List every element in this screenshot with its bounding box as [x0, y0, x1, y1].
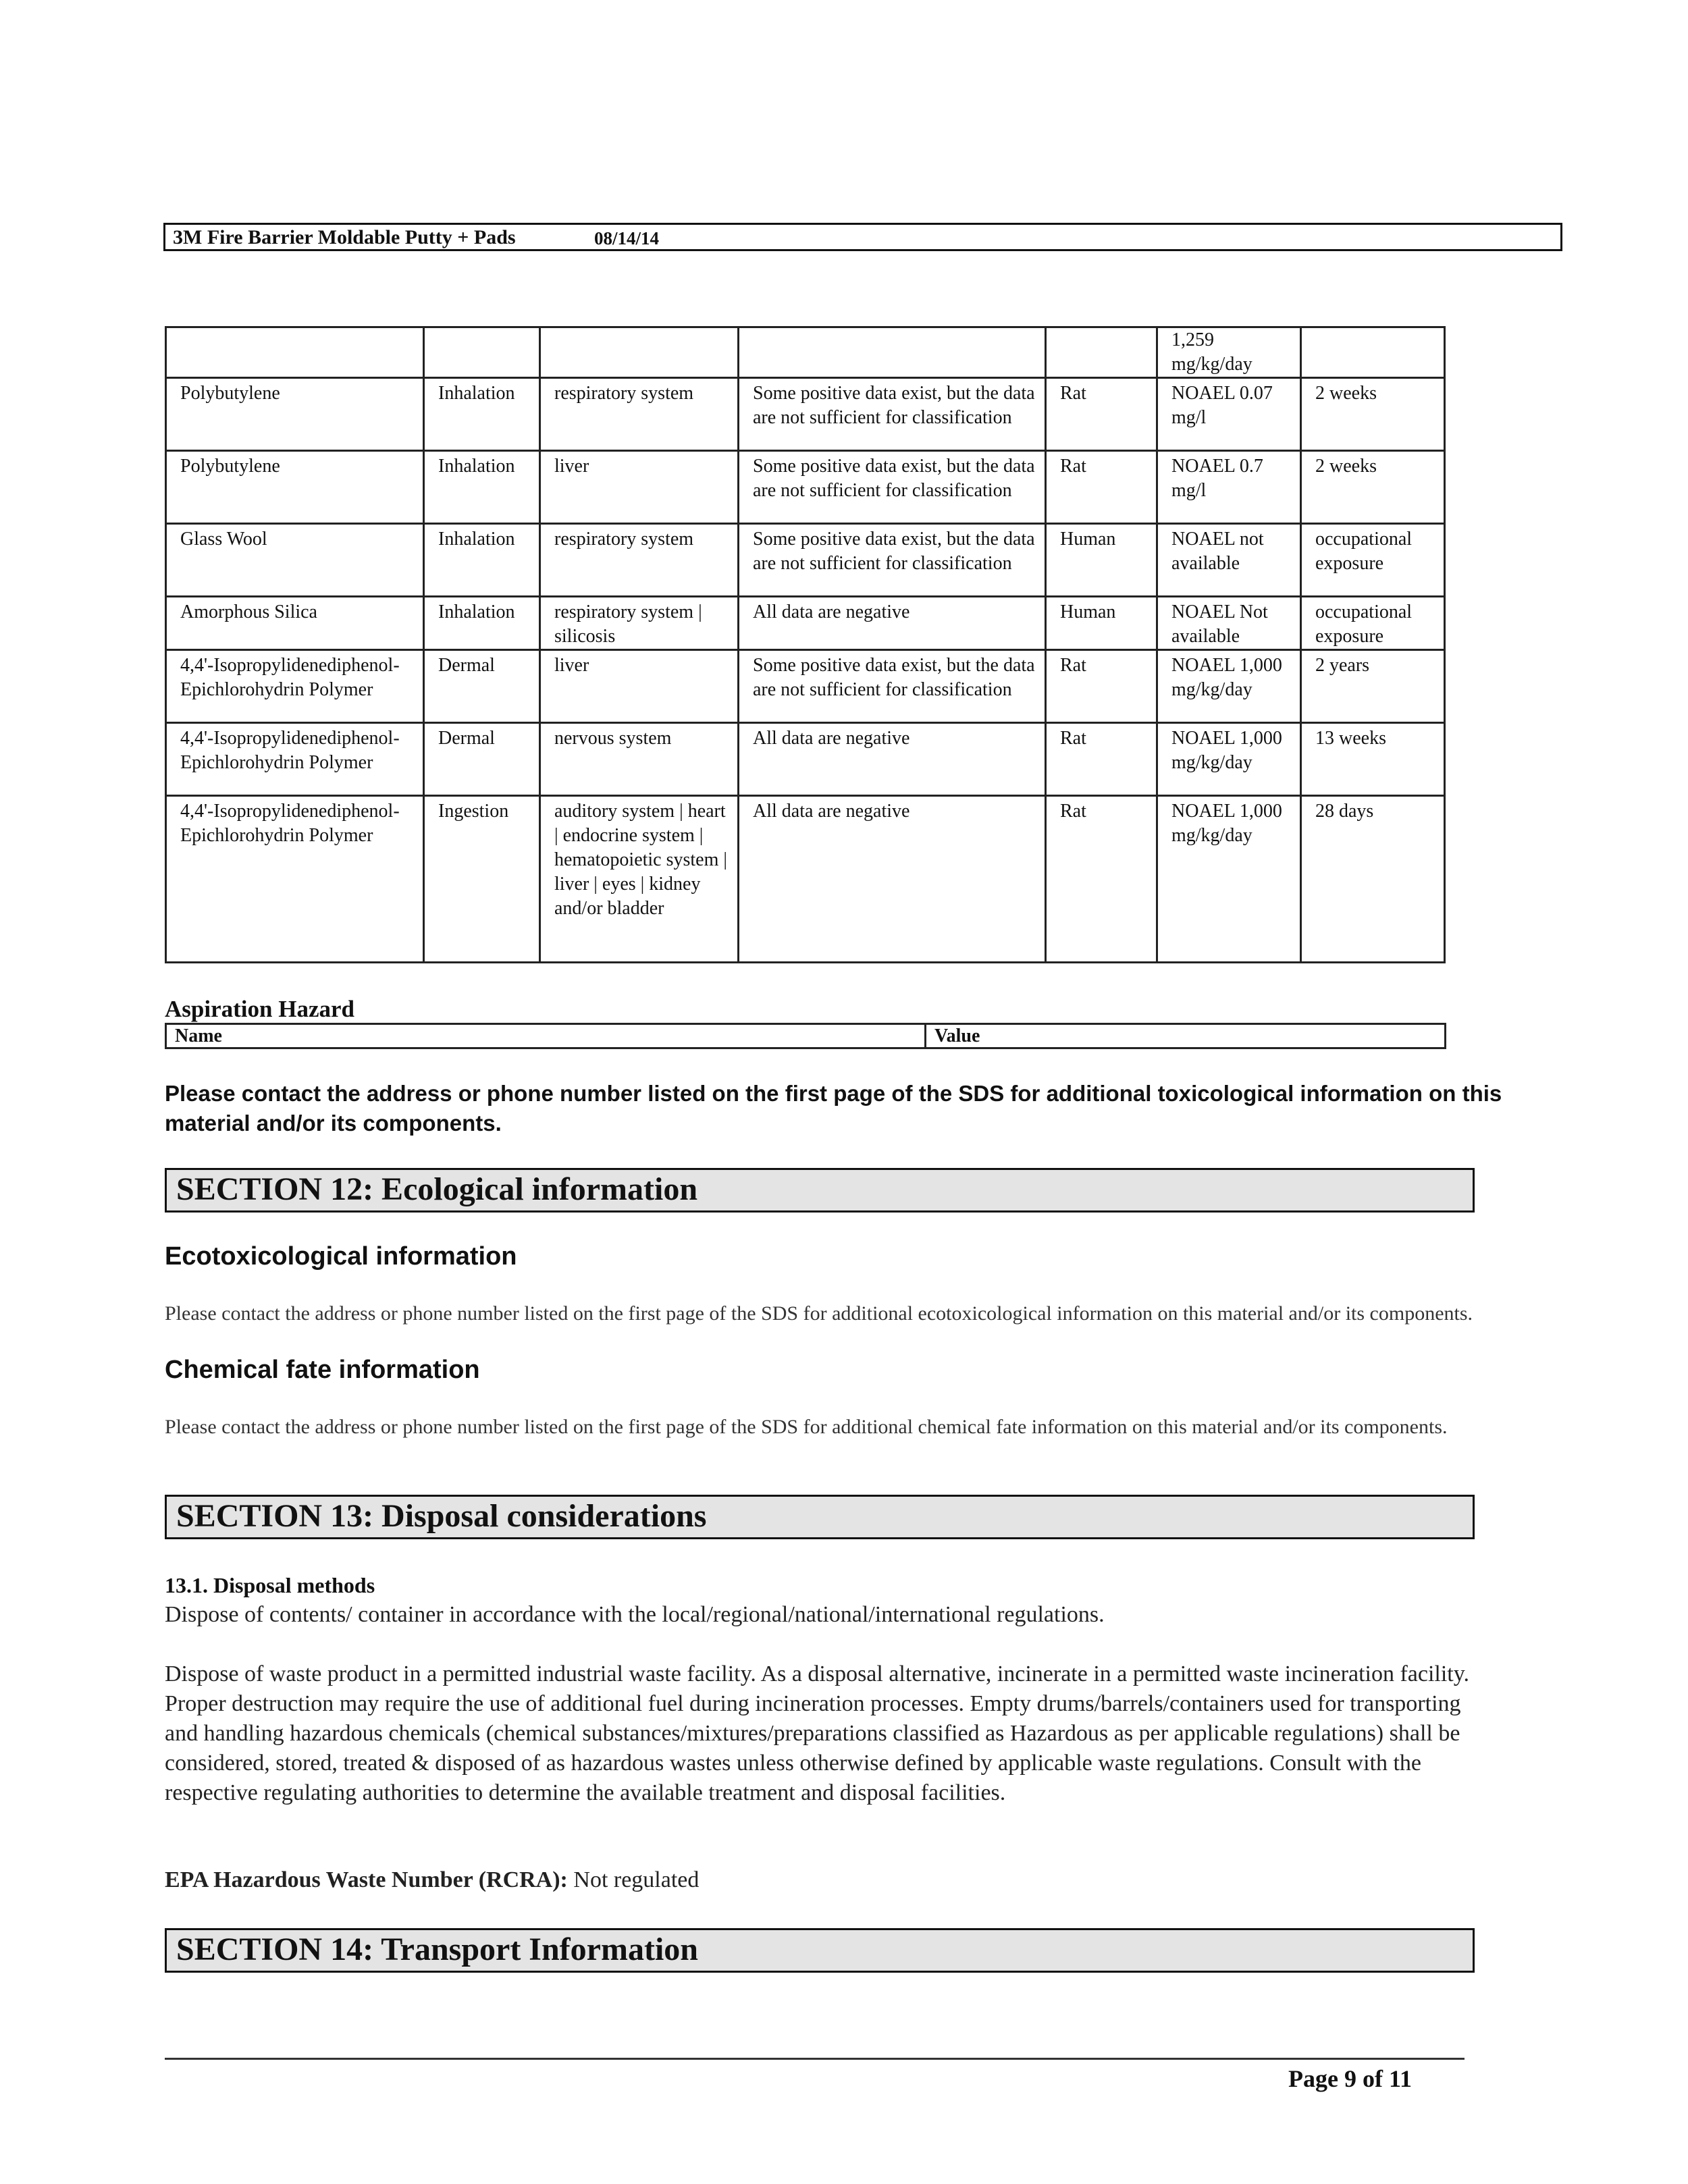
table-cell-duration: 28 days — [1301, 796, 1445, 963]
table-cell-result: NOAEL 0.7 mg/l — [1157, 451, 1301, 524]
table-cell-substance: Polybutylene — [166, 378, 424, 451]
table-row — [166, 597, 1445, 650]
table-row — [166, 723, 1445, 796]
table-row — [166, 451, 1445, 524]
table-cell-substance: Polybutylene — [166, 451, 424, 524]
table-cell-value: Some positive data exist, but the data are not sufficient for classification — [739, 378, 1046, 451]
table-cell-organ: respiratory system | silicosis — [540, 597, 739, 650]
epa-waste-number — [165, 1867, 699, 1893]
table-cell-value: Some positive data exist, but the data are not sufficient for classification — [739, 524, 1046, 597]
document-date: 08/14/14 — [594, 228, 660, 248]
table-cell-result: NOAEL 1,000 mg/kg/day — [1157, 650, 1301, 723]
table-row — [166, 524, 1445, 597]
table-cell-substance: 4,4'-Isopropylidenediphenol-Epichlorohydrin Polymer — [166, 723, 424, 796]
table-cell-route: Inhalation — [424, 451, 540, 524]
table-cell-value: All data are negative — [739, 723, 1046, 796]
table-cell-duration: occupational exposure — [1301, 524, 1445, 597]
table-row — [166, 327, 1445, 378]
table-cell-route: Inhalation — [424, 524, 540, 597]
table-cell-species: Rat — [1046, 378, 1157, 451]
toxicity-table — [165, 326, 1446, 963]
table-cell-route: Inhalation — [424, 597, 540, 650]
table-cell-species: Human — [1046, 524, 1157, 597]
ecotox-heading: Ecotoxicological information — [165, 1242, 517, 1271]
section-14-header: SECTION 14: Transport Information — [165, 1928, 1475, 1973]
table-row — [166, 796, 1445, 963]
column-header-name: Name — [166, 1024, 926, 1048]
table-cell-result: NOAEL 1,000 mg/kg/day — [1157, 796, 1301, 963]
table-cell-result: NOAEL 0.07 mg/l — [1157, 378, 1301, 451]
chemical-fate-text: Please contact the address or phone number listed on the first page of the SDS for additional chemical fate information on this material and/or its components. — [165, 1416, 1448, 1438]
disposal-methods-text: Dispose of contents/ container in accordance with the local/regional/national/international regulations. — [165, 1602, 1105, 1627]
table-cell-species: Rat — [1046, 723, 1157, 796]
section-13-header: SECTION 13: Disposal considerations — [165, 1495, 1475, 1539]
waste-disposal-text: Dispose of waste product in a permitted industrial waste facility. As a disposal alternative, incinerate in a permitted waste incineration facility. Proper destruction may require the use of additional fuel during incineration processes. Empty drums/barrels/containers used for transporting and handling hazardous chemicals (chemical substances/mixtures/preparations classified as Hazardous as per applicable regulations) shall be considered, stored, treated & disposed of as hazardous wastes unless otherwise defined by applicable waste regulations. Consult with the respective regulating authorities to determine the available treatment and disposal facilities. — [165, 1661, 1470, 1805]
table-cell-substance: 4,4'-Isopropylidenediphenol-Epichlorohydrin Polymer — [166, 796, 424, 963]
chemical-fate-heading: Chemical fate information — [165, 1356, 480, 1384]
table-cell-value: All data are negative — [739, 597, 1046, 650]
ecotox-text: Please contact the address or phone number listed on the first page of the SDS for additional ecotoxicological information on this material and/or its components. — [165, 1302, 1473, 1325]
table-cell-substance: 4,4'-Isopropylidenediphenol-Epichlorohydrin Polymer — [166, 650, 424, 723]
table-cell-result: NOAEL Not available — [1157, 597, 1301, 650]
section-12-header: SECTION 12: Ecological information — [165, 1168, 1475, 1213]
table-cell-value: Some positive data exist, but the data are not sufficient for classification — [739, 650, 1046, 723]
table-cell-organ: liver — [540, 451, 739, 524]
table-cell-value: Some positive data exist, but the data are not sufficient for classification — [739, 451, 1046, 524]
table-cell-route: Dermal — [424, 723, 540, 796]
document-title: 3M Fire Barrier Moldable Putty + Pads — [173, 226, 516, 248]
table-cell-duration: 2 years — [1301, 650, 1445, 723]
table-cell-duration: 2 weeks — [1301, 378, 1445, 451]
aspiration-hazard-heading: Aspiration Hazard — [165, 996, 354, 1022]
table-cell-route: Dermal — [424, 650, 540, 723]
table-cell-substance: Amorphous Silica — [166, 597, 424, 650]
table-cell-organ: respiratory system — [540, 524, 739, 597]
table-cell-duration: 13 weeks — [1301, 723, 1445, 796]
table-cell-duration: occupational exposure — [1301, 597, 1445, 650]
aspiration-hazard-table — [165, 1023, 1446, 1049]
table-cell-species: Rat — [1046, 796, 1157, 963]
table-row — [166, 378, 1445, 451]
toxicology-contact-note: Please contact the address or phone number listed on the first page of the SDS for additional toxicological information on this material and/or its components. — [165, 1081, 1502, 1136]
table-cell-result: NOAEL 1,000 mg/kg/day — [1157, 723, 1301, 796]
footer-divider — [165, 2058, 1465, 2060]
column-header-value: Value — [926, 1024, 1446, 1048]
table-cell-duration: 2 weeks — [1301, 451, 1445, 524]
table-cell-substance: Glass Wool — [166, 524, 424, 597]
table-cell-result: 1,259 mg/kg/day — [1157, 327, 1301, 378]
table-cell-species: Rat — [1046, 650, 1157, 723]
disposal-methods-heading: 13.1. Disposal methods — [165, 1573, 375, 1597]
table-cell-organ: respiratory system — [540, 378, 739, 451]
table-cell-route: Ingestion — [424, 796, 540, 963]
epa-waste-value: Not regulated — [573, 1867, 700, 1892]
table-header-row — [166, 1024, 1446, 1048]
table-cell-species: Human — [1046, 597, 1157, 650]
table-cell-species: Rat — [1046, 451, 1157, 524]
table-cell-value: All data are negative — [739, 796, 1046, 963]
table-cell-organ: nervous system — [540, 723, 739, 796]
table-cell-organ: auditory system | heart | endocrine system | hematopoietic system | liver | eyes | kidney and/or bladder — [540, 796, 739, 963]
table-row — [166, 650, 1445, 723]
table-cell-route: Inhalation — [424, 378, 540, 451]
table-cell-organ: liver — [540, 650, 739, 723]
epa-waste-label: EPA Hazardous Waste Number (RCRA): — [165, 1867, 568, 1892]
page-number: Page 9 of 11 — [1288, 2065, 1412, 2092]
table-cell-result: NOAEL not available — [1157, 524, 1301, 597]
